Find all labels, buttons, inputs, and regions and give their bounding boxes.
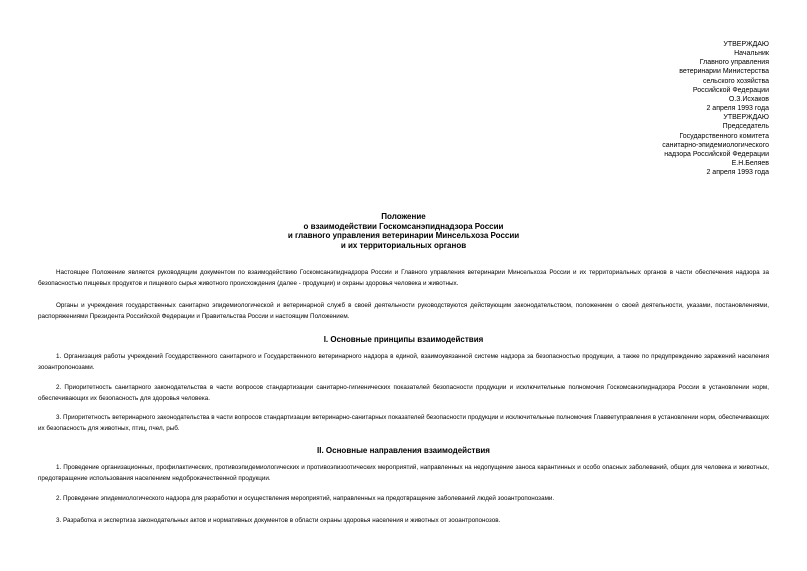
section-heading: I. Основные принципы взаимодействия — [323, 335, 484, 344]
approval-line: Е.Н.Беляев — [731, 160, 769, 168]
section-item: 3. Приоритетность ветеринарного законодательства в части вопросов стандартизации ветеринарно-санитарных показателей безопасности продукции и исключительные полномочия Главветуправления в установлении норм, обеспечивающих их безопасность для животных, птиц, пчел, рыб. — [38, 414, 769, 432]
approval-line: УТВЕРЖДАЮ — [723, 114, 769, 122]
approval-line: ветеринарии Министерства — [679, 68, 769, 76]
intro-paragraph: Настоящее Положение является руководящим документом по взаимодействию Госкомсанэпиднадзора России и Главного управления ветеринарии Минсельхоза России и их территориальных органов в части обеспечения надзора за безопасностью пищевых продуктов и пищевого сырья животного происхождения (далее - продукции) и охраны здоровья человека и животных. — [38, 269, 769, 287]
section-item: 1. Проведение организационных, профилактических, противоэпидемиологических и противоэпизоотических мероприятий, направленных на недопущение заноса карантинных и особо опасных заболеваний, общих для человека и животных, предотвращение использования населением недоброкачественной продукции. — [38, 464, 769, 482]
approval-line: О.З.Исхаков — [728, 95, 769, 103]
approval-line: надзора Российской Федерации — [664, 150, 769, 158]
title-line: и главного управления ветеринарии Минсельхоза России — [287, 231, 520, 241]
section-item: 1. Организация работы учреждений Государственного санитарного и Государственного ветеринарного надзора в единой, взаимоувязанной системе надзора за безопасностью продукции, а также по предупреждению заражений населения зооантропонозами. — [38, 353, 769, 371]
intro-paragraph: Органы и учреждения государственных санитарно эпидемиологической и ветеринарной служб в своей деятельности руководствуются действующим законодательством, положением о своей деятельности, указами, постановлениями, распоряжениями Президента Российской Федерации и Правительства России и настоящим Положением. — [38, 302, 769, 320]
title-line: Положение — [381, 212, 426, 221]
approval-line: Государственного комитета — [679, 132, 769, 140]
document-title — [0, 212, 807, 250]
section-item: 2. Приоритетность санитарного законодательства в части вопросов стандартизации санитарно-гигиенических показателей безопасности продукции и исключительные полномочия Госкомсанэпиднадзора России в установлении норм, обеспечивающих их безопасность для здоровья человека. — [38, 384, 769, 402]
section-heading: II. Основные направления взаимодействия — [317, 446, 490, 455]
approval-line: Главного управления — [699, 59, 769, 67]
approval-line: 2 апреля 1993 года — [706, 105, 769, 113]
section-item: 2. Проведение эпидемиологического надзора для разработки и осуществления мероприятий, направленных на предотвращение заболеваний людей зооантропонозами. — [56, 495, 555, 502]
approval-line: сельского хозяйства — [702, 77, 769, 85]
approval-line: Российской Федерации — [692, 86, 769, 94]
title-line: и их территориальных органов — [340, 240, 467, 250]
approval-line: 2 апреля 1993 года — [706, 169, 769, 177]
approval-line: Председатель — [722, 123, 769, 131]
title-line: о взаимодействии Госкомсанэпиднадзора России — [303, 221, 504, 231]
approval-line: УТВЕРЖДАЮ — [723, 41, 769, 48]
approval-line: санитарно-эпидемиологического — [662, 141, 769, 149]
approval-line: Начальник — [734, 50, 769, 58]
approval-block — [589, 40, 769, 177]
section-item: 3. Разработка и экспертиза законодательных актов и нормативных документов в области охраны здоровья населения и животных от зооантропонозов. — [56, 517, 501, 524]
